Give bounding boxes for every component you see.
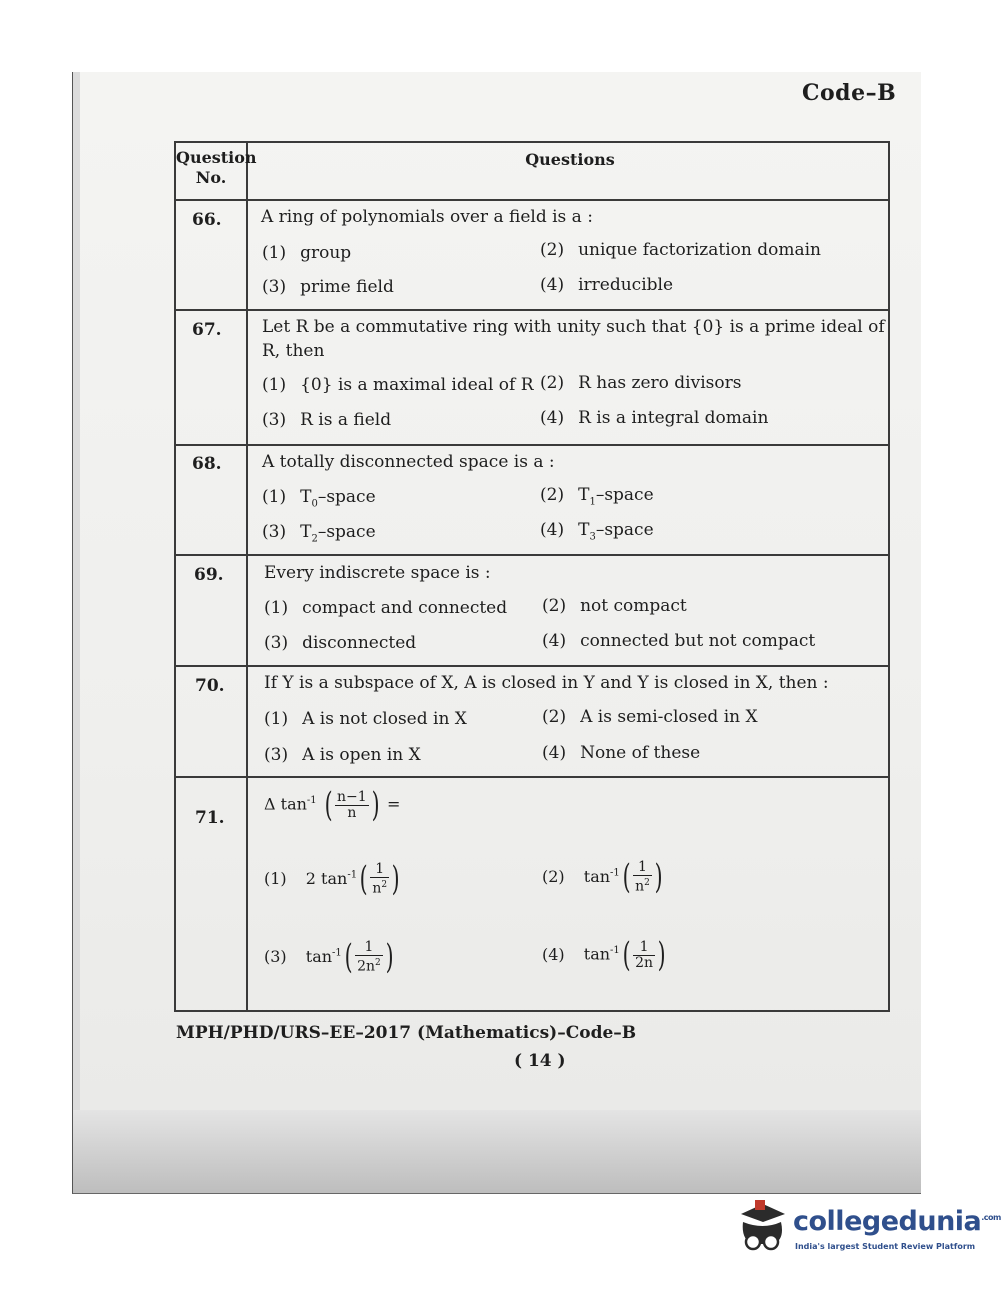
collegedunia-logo[interactable]	[733, 1200, 1001, 1260]
option-text: None of these	[580, 743, 701, 763]
stem-fraction	[335, 790, 369, 821]
left-paren: (	[344, 937, 353, 978]
left-paren: (	[359, 859, 368, 900]
option-text: R is a integral domain	[578, 408, 769, 428]
right-paren: )	[657, 935, 666, 975]
option-label: (1)	[264, 868, 287, 888]
question-number: 70.	[195, 676, 225, 696]
numerator: 1	[370, 862, 389, 878]
denominator: n	[347, 804, 357, 821]
option-3	[262, 410, 391, 430]
right-paren: )	[654, 857, 663, 898]
denominator-base: 2n	[357, 958, 375, 975]
left-glasses-lens	[746, 1235, 760, 1249]
option-coef: tan	[583, 866, 611, 886]
cap-tassel-shape	[755, 1200, 765, 1210]
option-text: T	[300, 487, 312, 507]
numerator: 1	[633, 860, 652, 876]
denominator-base: n	[372, 880, 382, 897]
option-2	[540, 485, 654, 507]
logo-tagline: India's largest Student Review Platform	[795, 1242, 976, 1251]
denominator	[370, 878, 389, 897]
option-3	[264, 633, 416, 653]
header-divider	[174, 199, 890, 201]
fraction	[633, 940, 655, 971]
right-paren: )	[385, 937, 394, 978]
denominator: 2n	[635, 954, 653, 971]
option-text: T	[300, 522, 312, 542]
numerator: n−1	[337, 788, 367, 805]
question-number: 67.	[192, 320, 222, 340]
question-number: 66.	[192, 210, 222, 230]
row-divider	[174, 665, 890, 667]
option-1	[262, 487, 376, 509]
option-label: (4)	[542, 631, 567, 651]
option-coef: tan	[305, 946, 333, 966]
fraction	[370, 862, 389, 897]
option-4	[542, 935, 668, 975]
option-1	[262, 375, 534, 395]
option-2	[542, 857, 665, 898]
question-stem-formula	[264, 785, 401, 825]
question-number: 68.	[192, 454, 222, 474]
logo-wordmark	[793, 1206, 1001, 1237]
stem-prefix: Δ tan	[264, 794, 307, 814]
option-label: (2)	[542, 596, 567, 616]
denominator-exponent: 2	[644, 878, 650, 888]
option-3	[262, 522, 376, 544]
option-4	[540, 408, 768, 428]
row-divider	[174, 309, 890, 311]
right-paren: )	[391, 859, 400, 900]
option-label: (1)	[262, 375, 287, 395]
stem-exponent: -1	[306, 795, 317, 807]
logo-suffix: .com	[981, 1213, 1001, 1222]
option-text: connected but not compact	[580, 631, 816, 651]
option-label: (4)	[542, 743, 567, 763]
left-paren: (	[622, 857, 631, 898]
option-label: (2)	[542, 866, 565, 886]
row-divider	[174, 554, 890, 556]
exponent: -1	[347, 869, 358, 881]
option-1	[264, 598, 507, 618]
option-text: disconnected	[302, 633, 417, 653]
option-text: A is not closed in X	[302, 709, 467, 729]
option-2	[542, 596, 687, 616]
option-label: (4)	[540, 275, 565, 295]
option-label: (3)	[262, 522, 287, 542]
option-4	[542, 743, 700, 763]
left-paren: (	[622, 935, 631, 975]
option-text: R has zero divisors	[578, 373, 742, 393]
exponent: -1	[610, 867, 620, 879]
header-question-no	[176, 148, 257, 188]
subscript: 1	[589, 496, 596, 508]
option-text: prime field	[300, 277, 394, 297]
option-2	[540, 240, 821, 260]
option-label: (2)	[540, 373, 565, 393]
option-label: (3)	[262, 410, 287, 430]
option-2	[542, 707, 758, 727]
denominator-exponent: 2	[375, 958, 381, 968]
option-label: (1)	[262, 487, 287, 507]
option-label: (1)	[264, 598, 289, 618]
option-text: group	[300, 243, 352, 263]
option-text: T	[578, 485, 590, 505]
option-label: (3)	[264, 633, 289, 653]
column-divider	[246, 141, 248, 1012]
question-stem: A ring of polynomials over a field is a :	[261, 207, 593, 227]
row-divider	[174, 776, 890, 778]
footer-paper-title: MPH/PHD/URS–EE–2017 (Mathematics)–Code–B	[176, 1023, 637, 1043]
option-label: (1)	[264, 709, 289, 729]
option-suffix: –space	[595, 485, 654, 505]
denominator-exponent: 2	[381, 880, 388, 890]
option-text: R is a field	[300, 410, 392, 430]
option-label: (3)	[264, 745, 289, 765]
option-text: A is open in X	[302, 745, 421, 765]
denominator	[355, 956, 383, 975]
option-label: (4)	[540, 408, 565, 428]
option-text: unique factorization domain	[578, 240, 822, 260]
option-text: T	[578, 520, 590, 540]
page-number: ( 14 )	[514, 1051, 566, 1071]
option-label: (3)	[262, 277, 287, 297]
left-paren: (	[324, 785, 333, 825]
option-coef: 2 tan	[305, 868, 348, 888]
exponent: -1	[610, 945, 620, 957]
option-label: (4)	[540, 520, 565, 540]
subscript: 3	[589, 531, 596, 543]
option-4	[542, 631, 815, 651]
option-3	[264, 745, 421, 765]
paper-code: Code–B	[802, 80, 897, 106]
option-1	[264, 709, 467, 729]
fraction	[633, 860, 652, 895]
option-2	[540, 373, 741, 393]
right-glasses-lens	[764, 1235, 778, 1249]
fraction	[355, 940, 383, 975]
option-label: (1)	[262, 243, 287, 263]
option-label: (3)	[264, 946, 287, 966]
right-paren: )	[371, 785, 380, 825]
denominator	[633, 876, 652, 895]
option-text: not compact	[580, 596, 687, 616]
stem-suffix: =	[387, 794, 401, 814]
subscript: 2	[311, 533, 318, 545]
option-1	[262, 243, 351, 263]
option-label: (2)	[542, 707, 567, 727]
option-text: compact and connected	[302, 598, 508, 618]
option-text: {0} is a maximal ideal of R	[300, 375, 534, 395]
option-4	[540, 275, 673, 295]
option-label: (2)	[540, 485, 565, 505]
exponent: -1	[332, 947, 342, 959]
option-suffix: –space	[317, 487, 376, 507]
row-divider	[174, 444, 890, 446]
option-label: (2)	[540, 240, 565, 260]
logo-name: collegedunia	[793, 1206, 982, 1237]
question-stem: Let R be a commutative ring with unity such that {0} is a prime ideal of R, then	[262, 317, 885, 361]
option-3	[262, 277, 394, 297]
option-suffix: –space	[317, 522, 376, 542]
option-3	[264, 937, 396, 978]
option-text: A is semi-closed in X	[580, 707, 758, 727]
graduate-mascot-icon	[733, 1200, 791, 1256]
question-number: 71.	[195, 808, 225, 828]
question-number: 69.	[194, 565, 224, 585]
option-coef: tan	[583, 944, 611, 964]
numerator: 1	[355, 940, 383, 956]
header-question-no-line2: No.	[195, 168, 227, 187]
option-text: irreducible	[578, 275, 674, 295]
header-questions: Questions	[525, 150, 615, 169]
denominator-base: n	[635, 878, 645, 895]
question-stem: A totally disconnected space is a :	[262, 452, 555, 472]
numerator: 1	[633, 940, 655, 956]
option-suffix: –space	[595, 520, 654, 540]
question-stem: If Y is a subspace of X, A is closed in Y and Y is closed in X, then :	[264, 673, 829, 693]
question-stem: Every indiscrete space is :	[264, 563, 491, 583]
option-label: (4)	[542, 944, 565, 964]
header-question-no-line1: Question	[176, 148, 257, 167]
subscript: 0	[311, 498, 318, 510]
option-4	[540, 520, 654, 542]
option-1	[264, 859, 402, 900]
